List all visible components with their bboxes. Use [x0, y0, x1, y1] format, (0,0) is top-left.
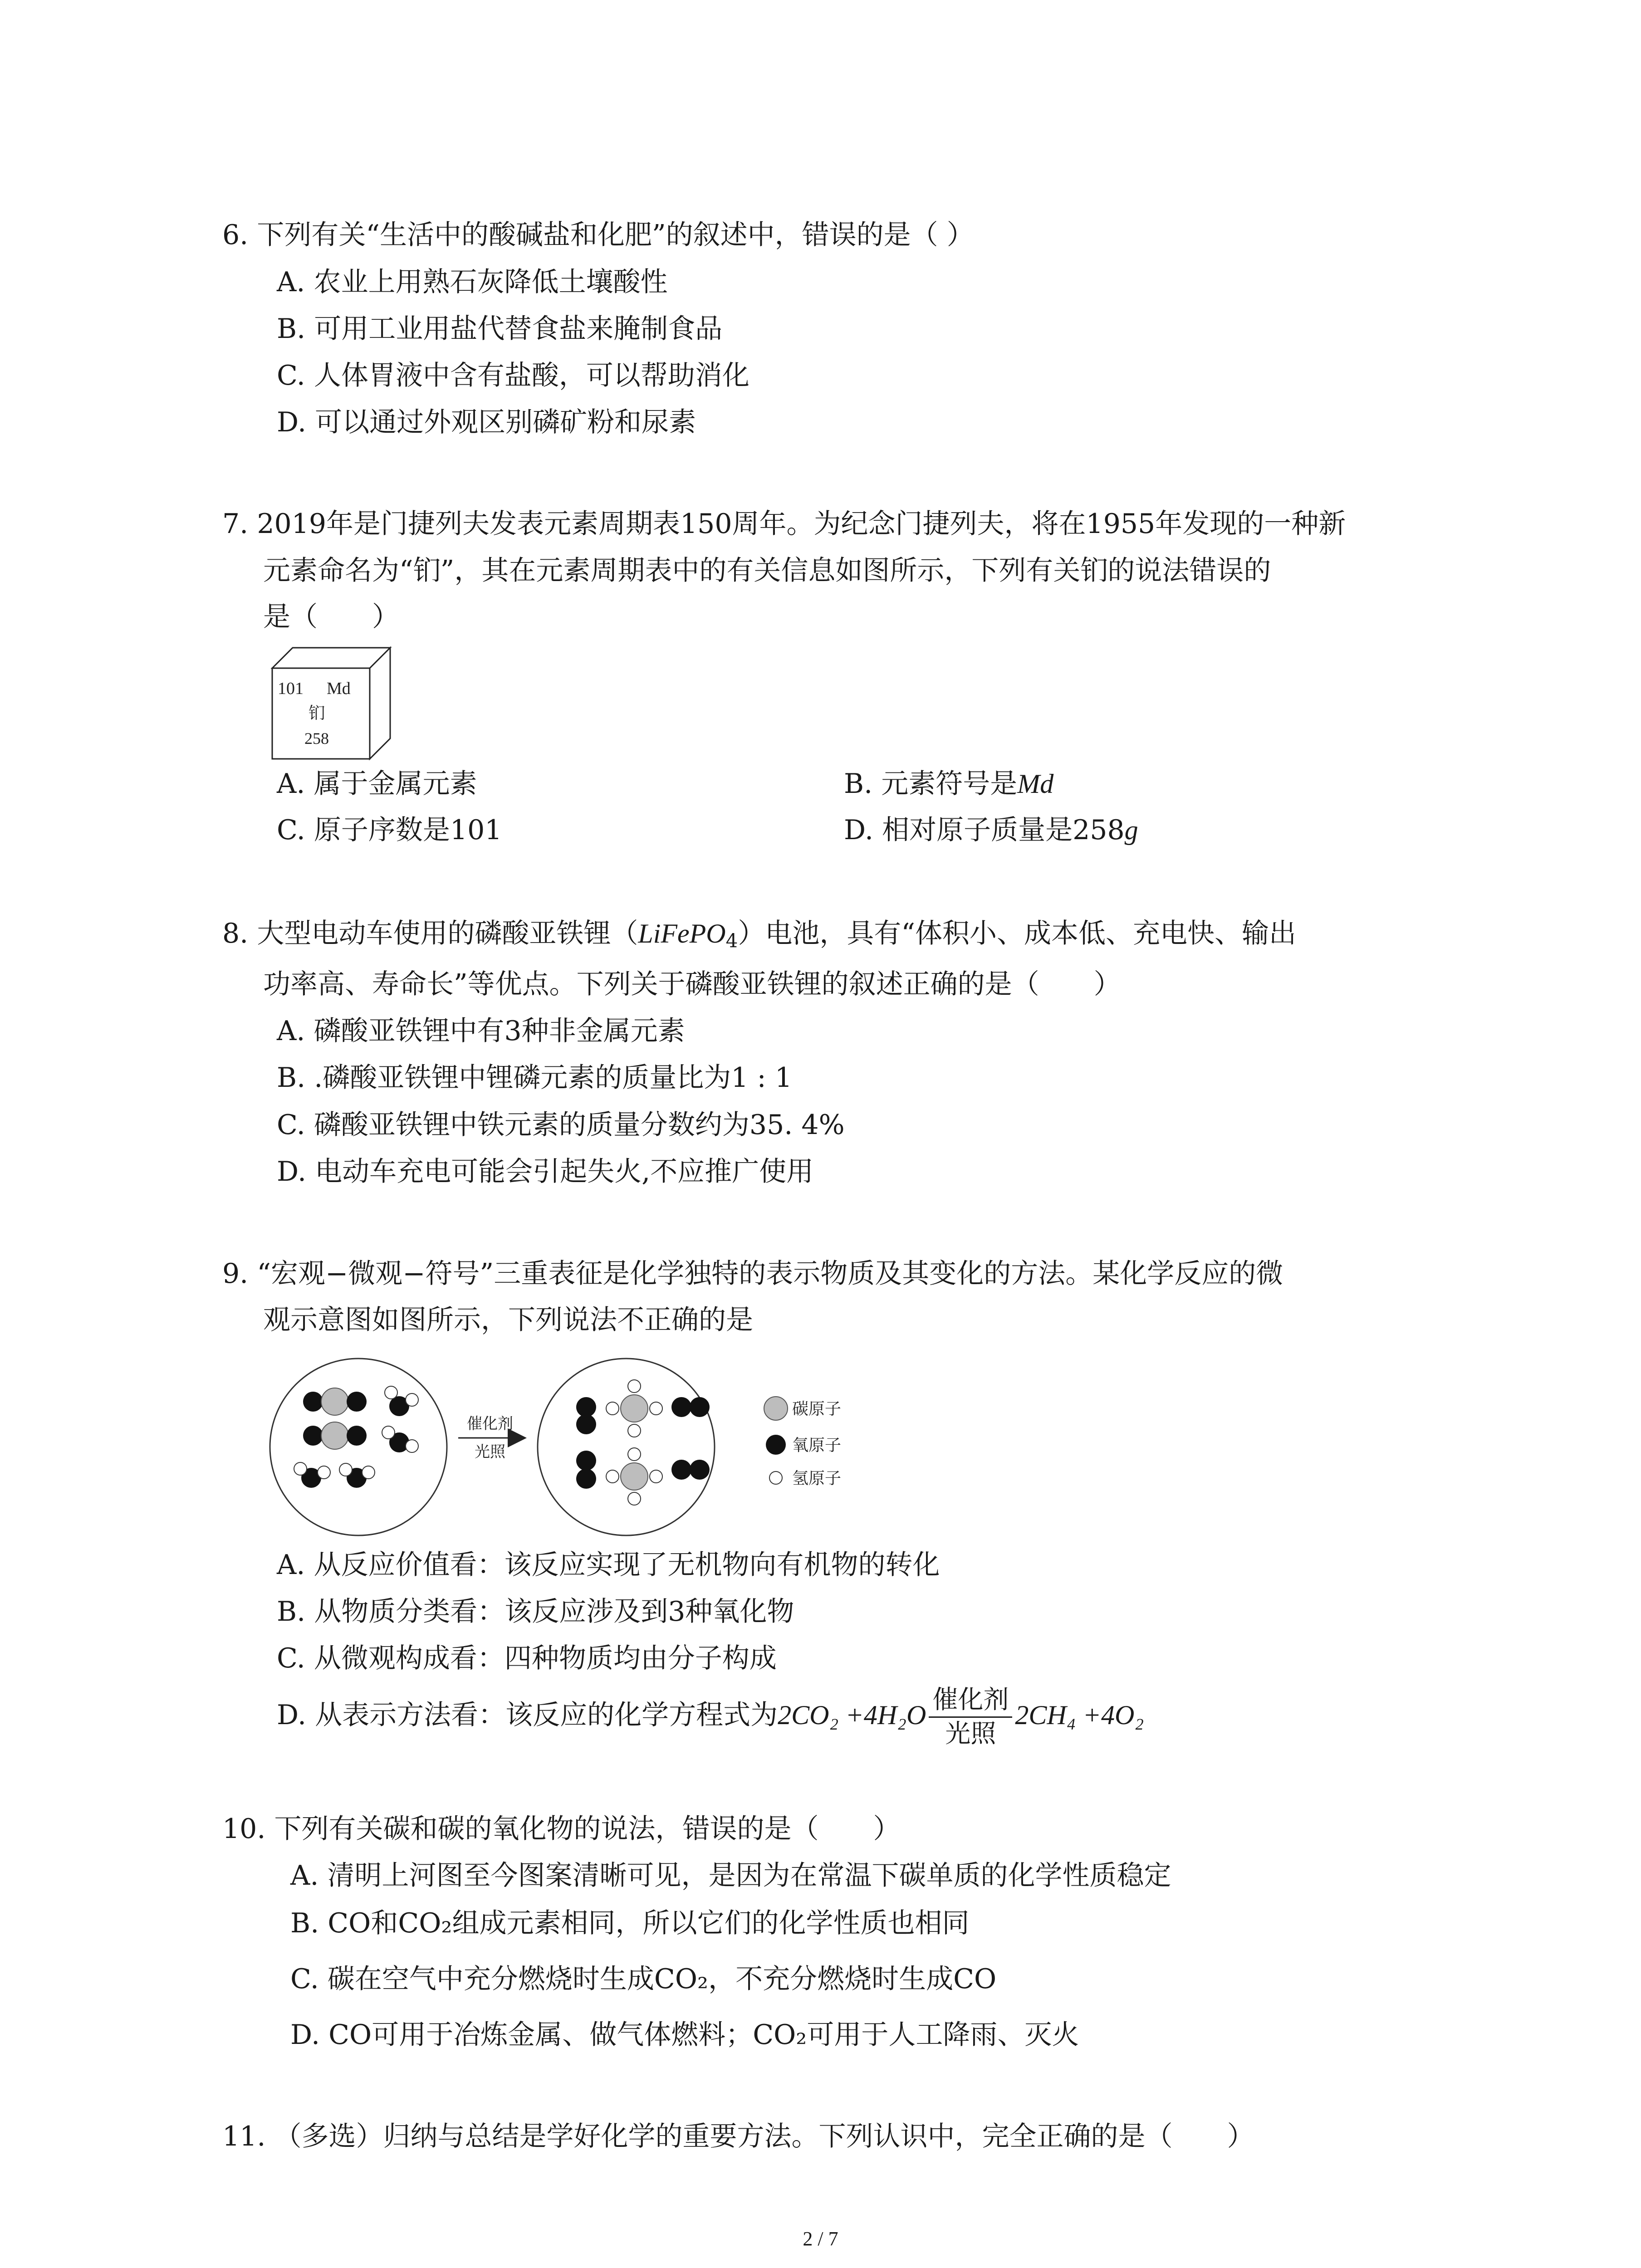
q8-option-a: A. 磷酸亚铁锂中有3种非金属元素: [277, 1015, 685, 1047]
q10-option-d: D. CO可用于冶炼金属、做气体燃料；CO₂可用于人工降雨、灭火: [290, 2019, 1079, 2051]
equation-condition: $\frac{\text{催化剂}}{\text{光照}}$: [929, 1687, 1012, 1747]
q7-option-d: D. 相对原子质量是258g: [844, 814, 1138, 846]
page-number: 2 / 7: [803, 2228, 838, 2250]
legend: [764, 1397, 841, 1488]
arrow-condition-light: 光照: [475, 1443, 505, 1461]
q8-stem-line2: 功率高、寿命长”等优点。下列关于磷酸亚铁锂的叙述正确的是（ ）: [263, 968, 1121, 1000]
q9-option-c: C. 从微观构成看：四种物质均由分子构成: [277, 1642, 777, 1674]
q6-option-c: C. 人体胃液中含有盐酸，可以帮助消化: [277, 360, 749, 391]
q7-option-c: C. 原子序数是101: [277, 814, 502, 846]
arrow-condition-catalyst: 催化剂: [467, 1415, 513, 1433]
q10-option-c: C. 碳在空气中充分燃烧时生成CO₂，不充分燃烧时生成CO: [290, 1963, 997, 1995]
q9-stem-line2: 观示意图如图所示，下列说法不正确的是: [263, 1304, 753, 1336]
legend-hydrogen-label: 氢原子: [792, 1469, 842, 1488]
cell-atomic-number: 101: [278, 679, 304, 698]
cell-mass: 258: [304, 729, 329, 748]
q11-stem: 11. （多选）归纳与总结是学好化学的重要方法。下列认识中，完全正确的是（ ）: [222, 2121, 1254, 2152]
reactants-circle: [270, 1359, 447, 1535]
q9-option-d: D. 从表示方法看：该反应的化学方程式为2CO₂ +4H₂O $\frac{\text{催化剂}}{\text{光照}}$ 2CH₄ +4O₂: [277, 1685, 1144, 1749]
legend-carbon-label: 碳原子: [792, 1400, 842, 1418]
q10-stem: 10. 下列有关碳和碳的氧化物的说法，错误的是（ ）: [222, 1813, 901, 1845]
q9-stem-line1: 9. “宏观−微观−符号”三重表征是化学独特的表示物质及其变化的方法。某化学反应的微: [222, 1258, 1283, 1290]
q7-stem-line2: 元素命名为“钔”，其在元素周期表中的有关信息如图所示，下列有关钔的说法错误的: [263, 555, 1271, 587]
legend-oxygen-label: 氧原子: [792, 1436, 842, 1455]
q8-option-c: C. 磷酸亚铁锂中铁元素的质量分数约为35. 4%: [277, 1109, 845, 1141]
q6-stem: 6. 下列有关“生活中的酸碱盐和化肥”的叙述中，错误的是（ ）: [222, 219, 974, 251]
co2-molecule: [303, 1422, 367, 1449]
reaction-micro-diagram: [268, 1356, 903, 1538]
q7-option-a: A. 属于金属元素: [277, 768, 477, 800]
q7-stem-line1: 7. 2019年是门捷列夫发表元素周期表150周年。为纪念门捷列夫，将在1955年发现的一种新: [222, 508, 1346, 540]
cell-symbol: Md: [327, 679, 351, 698]
q6-option-a: A. 农业上用熟石灰降低土壤酸性: [277, 266, 668, 298]
q9-option-b: B. 从物质分类看：该反应涉及到3种氧化物: [277, 1596, 794, 1628]
q7-option-b: B. 元素符号是Md: [844, 768, 1054, 800]
legend-hydrogen-swatch: [769, 1471, 782, 1484]
q10-option-a: A. 清明上河图至今图案清晰可见，是因为在常温下碳单质的化学性质稳定: [290, 1860, 1171, 1892]
q8-option-d: D. 电动车充电可能会引起失火,不应推广使用: [277, 1156, 814, 1188]
element-cell-figure: [268, 643, 395, 761]
q10-option-b: B. CO和CO₂组成元素相同，所以它们的化学性质也相同: [290, 1907, 970, 1939]
q6-option-b: B. 可用工业用盐代替食盐来腌制食品: [277, 313, 723, 345]
co2-molecule: [303, 1388, 367, 1415]
q8-option-b: B. .磷酸亚铁锂中锂磷元素的质量比为1 : 1: [277, 1062, 793, 1094]
cell-name: 钔: [308, 704, 325, 723]
legend-oxygen-swatch: [766, 1435, 786, 1455]
q6-option-d: D. 可以通过外观区别磷矿粉和尿素: [277, 406, 696, 438]
equation-left: 2CO₂ +4H₂O: [778, 1700, 926, 1730]
legend-carbon-swatch: [764, 1397, 788, 1420]
equation-right: 2CH₄ +4O₂: [1015, 1700, 1144, 1730]
cell-side-face: [370, 648, 390, 759]
products-circle: [538, 1359, 715, 1535]
q8-stem-line1: 8. 大型电动车使用的磷酸亚铁锂（LiFePO$_4$）电池，具有“体积小、成本低、充电快、输出: [222, 918, 1297, 952]
q7-stem-line3: 是（ ）: [263, 601, 399, 633]
q9-option-a: A. 从反应价值看：该反应实现了无机物向有机物的转化: [277, 1549, 940, 1581]
